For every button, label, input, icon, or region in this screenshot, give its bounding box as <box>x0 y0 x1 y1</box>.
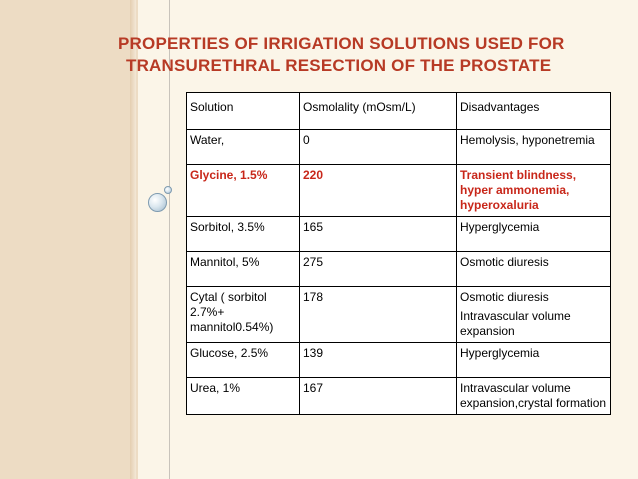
cell-solution: Water, <box>187 130 300 165</box>
cell-solution: Cytal ( sorbitol 2.7%+ mannitol0.54%) <box>187 287 300 343</box>
cell-solution: Glycine, 1.5% <box>187 165 300 217</box>
cell-disadvantages: Hyperglycemia <box>457 217 611 252</box>
table-row <box>187 287 611 343</box>
cell-osmolality: 220 <box>300 165 457 217</box>
table-header-row <box>187 93 611 130</box>
cell-osmolality: 275 <box>300 252 457 287</box>
cell-solution: Sorbitol, 3.5% <box>187 217 300 252</box>
cell-disadvantages-line1: Osmotic diuresis <box>460 290 549 304</box>
cell-osmolality: 178 <box>300 287 457 343</box>
decorative-circle-large <box>148 193 167 212</box>
decorative-circle-small <box>164 186 172 194</box>
header-solution: Solution <box>187 93 300 130</box>
header-disadvantages: Disadvantages <box>457 93 611 130</box>
table-row <box>187 217 611 252</box>
cell-disadvantages: Osmotic diuresis <box>457 252 611 287</box>
cell-osmolality: 165 <box>300 217 457 252</box>
cell-disadvantages: Intravascular volume expansion,crystal formation <box>457 378 611 415</box>
cell-disadvantages: Transient blindness, hyper ammonemia, hyperoxaluria <box>457 165 611 217</box>
table-row <box>187 252 611 287</box>
table-row <box>187 378 611 415</box>
cell-disadvantages <box>457 287 611 343</box>
slide-title-line1: PROPERTIES OF IRRIGATION SOLUTIONS USED FOR <box>118 34 565 53</box>
cell-disadvantages: Hemolysis, hyponetremia <box>457 130 611 165</box>
slide-title-line2: TRANSURETHRAL RESECTION OF THE PROSTATE <box>126 56 552 75</box>
irrigation-solutions-table <box>186 92 611 415</box>
cell-osmolality: 0 <box>300 130 457 165</box>
header-osmolality: Osmolality (mOsm/L) <box>300 93 457 130</box>
cell-osmolality: 139 <box>300 343 457 378</box>
cell-solution: Glucose, 2.5% <box>187 343 300 378</box>
table-row <box>187 130 611 165</box>
cell-osmolality: 167 <box>300 378 457 415</box>
cell-disadvantages: Hyperglycemia <box>457 343 611 378</box>
cell-disadvantages-line2: Intravascular volume expansion <box>460 309 571 338</box>
cell-solution: Mannitol, 5% <box>187 252 300 287</box>
slide-title <box>0 33 638 77</box>
cell-solution: Urea, 1% <box>187 378 300 415</box>
table-row <box>187 343 611 378</box>
table-row-highlighted <box>187 165 611 217</box>
